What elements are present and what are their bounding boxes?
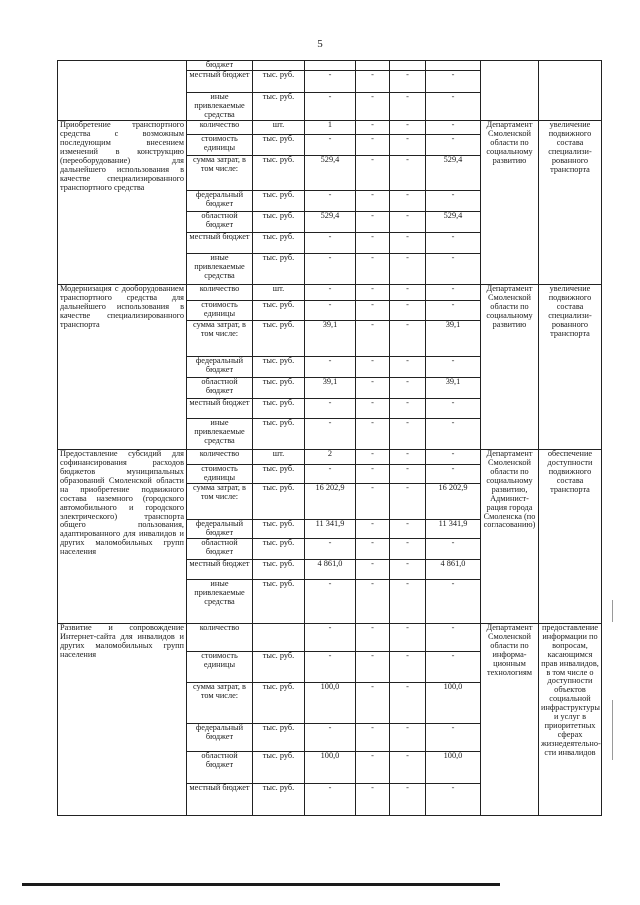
value-cell: - [305, 418, 356, 449]
value-cell: - [390, 398, 426, 418]
value-cell: - [426, 284, 481, 300]
value-cell: - [356, 783, 390, 815]
value-cell: - [426, 398, 481, 418]
value-cell: - [390, 623, 426, 651]
indicator-cell: областной бюджет [187, 751, 253, 783]
value-cell: - [356, 155, 390, 190]
indicator-cell: стоимость единицы [187, 464, 253, 483]
value-cell: - [356, 211, 390, 232]
value-cell: - [305, 356, 356, 377]
value-cell: - [305, 190, 356, 211]
indicator-cell: стоимость единицы [187, 651, 253, 682]
value-cell: - [426, 134, 481, 155]
indicator-cell: количество [187, 623, 253, 651]
value-cell: - [356, 232, 390, 253]
value-cell: - [390, 155, 426, 190]
value-cell: - [426, 71, 481, 93]
value-cell [390, 61, 426, 71]
unit-cell: тыс. руб. [253, 398, 305, 418]
scan-mark [612, 600, 613, 622]
indicator-cell: местный бюджет [187, 232, 253, 253]
value-cell: - [305, 783, 356, 815]
unit-cell: тыс. руб. [253, 651, 305, 682]
value-cell: - [356, 356, 390, 377]
value-cell: - [390, 134, 426, 155]
indicator-cell: сумма затрат, в том числе: [187, 682, 253, 723]
indicator-cell: иные привлекаемые средства [187, 418, 253, 449]
value-cell: - [356, 134, 390, 155]
result-cell: обеспечение доступности подвижного состава транспорта [539, 449, 602, 623]
value-cell: - [390, 579, 426, 623]
value-cell: - [390, 651, 426, 682]
indicator-cell: областной бюджет [187, 538, 253, 559]
value-cell: - [390, 232, 426, 253]
value-cell: - [305, 723, 356, 751]
unit-cell: тыс. руб. [253, 519, 305, 538]
value-cell: - [356, 623, 390, 651]
responsible-cell: Департамент Смоленской области по социальному развитию [481, 284, 539, 449]
unit-cell: тыс. руб. [253, 320, 305, 356]
value-cell: - [305, 71, 356, 93]
unit-cell: тыс. руб. [253, 418, 305, 449]
indicator-cell: количество [187, 449, 253, 464]
unit-cell [253, 623, 305, 651]
value-cell: 11 341,9 [426, 519, 481, 538]
value-cell: - [390, 93, 426, 121]
value-cell: - [426, 623, 481, 651]
value-cell: - [390, 120, 426, 134]
value-cell: - [390, 751, 426, 783]
unit-cell: тыс. руб. [253, 483, 305, 519]
page-number: 5 [317, 38, 323, 50]
indicator-cell: местный бюджет [187, 783, 253, 815]
unit-cell [253, 61, 305, 71]
unit-cell: тыс. руб. [253, 134, 305, 155]
indicator-cell: федеральный бюджет [187, 519, 253, 538]
empty-cell [539, 61, 602, 121]
activity-description: Приобретение транспортного средства с возможным последующим внесением изменений в конструкцию (переоборудование) для дальнейшего использования в качестве специализированного транспортного средства [58, 120, 187, 284]
value-cell: 39,1 [305, 377, 356, 398]
unit-cell: шт. [253, 120, 305, 134]
table-row [58, 284, 602, 300]
value-cell [356, 61, 390, 71]
value-cell: - [356, 751, 390, 783]
value-cell: - [356, 723, 390, 751]
value-cell: - [426, 651, 481, 682]
unit-cell: тыс. руб. [253, 190, 305, 211]
value-cell: - [390, 190, 426, 211]
value-cell: - [356, 483, 390, 519]
unit-cell: тыс. руб. [253, 211, 305, 232]
table-row [58, 623, 602, 651]
unit-cell: тыс. руб. [253, 723, 305, 751]
indicator-cell: федеральный бюджет [187, 356, 253, 377]
unit-cell: тыс. руб. [253, 464, 305, 483]
unit-cell: тыс. руб. [253, 538, 305, 559]
indicator-cell: федеральный бюджет [187, 190, 253, 211]
activity-description: Развитие и сопровождение Интернет-сайта для инвалидов и других маломобильных групп населения [58, 623, 187, 815]
indicator-cell: местный бюджет [187, 398, 253, 418]
table-row [58, 120, 602, 134]
value-cell: - [356, 651, 390, 682]
value-cell: - [356, 398, 390, 418]
result-cell: предоставление информации по вопросам, касающимся прав инвалидов, в том числе о доступности объектов социальной инфраструктуры и услуг в приоритетных сферах жизнедеятельно-сти инвалидов [539, 623, 602, 815]
value-cell: - [356, 284, 390, 300]
value-cell: - [390, 464, 426, 483]
indicator-cell: стоимость единицы [187, 300, 253, 320]
value-cell: - [356, 71, 390, 93]
responsible-cell: Департамент Смоленской области по информа-ционным технологиям [481, 623, 539, 815]
value-cell: 529,4 [426, 211, 481, 232]
unit-cell: тыс. руб. [253, 253, 305, 284]
value-cell: - [390, 783, 426, 815]
value-cell: - [390, 300, 426, 320]
value-cell: - [390, 559, 426, 579]
unit-cell: тыс. руб. [253, 155, 305, 190]
value-cell: - [390, 377, 426, 398]
value-cell: - [356, 579, 390, 623]
value-cell: 100,0 [426, 682, 481, 723]
value-cell: - [305, 464, 356, 483]
value-cell: - [356, 377, 390, 398]
indicator-cell: стоимость единицы [187, 134, 253, 155]
value-cell: - [426, 783, 481, 815]
value-cell: - [356, 300, 390, 320]
scan-mark [612, 700, 613, 760]
unit-cell: тыс. руб. [253, 300, 305, 320]
value-cell: - [356, 93, 390, 121]
value-cell: - [356, 559, 390, 579]
unit-cell: тыс. руб. [253, 377, 305, 398]
unit-cell: тыс. руб. [253, 579, 305, 623]
value-cell: - [356, 253, 390, 284]
unit-cell: шт. [253, 284, 305, 300]
value-cell: - [390, 284, 426, 300]
value-cell: - [390, 320, 426, 356]
value-cell: 529,4 [426, 155, 481, 190]
value-cell: - [356, 538, 390, 559]
unit-cell: тыс. руб. [253, 232, 305, 253]
value-cell: - [426, 449, 481, 464]
program-activities-table [57, 60, 602, 816]
value-cell: - [390, 449, 426, 464]
value-cell: - [426, 356, 481, 377]
value-cell: 2 [305, 449, 356, 464]
indicator-cell: количество [187, 120, 253, 134]
value-cell: 11 341,9 [305, 519, 356, 538]
indicator-cell: сумма затрат, в том числе: [187, 320, 253, 356]
value-cell: - [426, 232, 481, 253]
value-cell: - [426, 253, 481, 284]
value-cell: - [390, 253, 426, 284]
value-cell: - [390, 356, 426, 377]
value-cell: 100,0 [305, 682, 356, 723]
value-cell: - [305, 284, 356, 300]
indicator-cell: количество [187, 284, 253, 300]
value-cell: - [356, 519, 390, 538]
value-cell: - [305, 398, 356, 418]
indicator-cell: областной бюджет [187, 211, 253, 232]
value-cell: 529,4 [305, 155, 356, 190]
value-cell: - [305, 134, 356, 155]
unit-cell: тыс. руб. [253, 751, 305, 783]
responsible-cell: Департамент Смоленской области по социальному развитию, Админист-рация города Смоленска (по согласованию) [481, 449, 539, 623]
indicator-cell: местный бюджет [187, 71, 253, 93]
value-cell: - [390, 483, 426, 519]
value-cell: - [305, 253, 356, 284]
value-cell: - [390, 519, 426, 538]
result-cell: увеличение подвижного состава специализи-рованного транспорта [539, 284, 602, 449]
result-cell: увеличение подвижного состава специализи-рованного транспорта [539, 120, 602, 284]
value-cell: - [356, 120, 390, 134]
value-cell: - [390, 682, 426, 723]
indicator-cell: федеральный бюджет [187, 723, 253, 751]
value-cell: - [305, 623, 356, 651]
value-cell: - [305, 93, 356, 121]
value-cell: - [426, 538, 481, 559]
value-cell: - [305, 651, 356, 682]
value-cell: - [356, 190, 390, 211]
unit-cell: тыс. руб. [253, 356, 305, 377]
value-cell: 39,1 [426, 377, 481, 398]
value-cell: - [426, 418, 481, 449]
indicator-cell: местный бюджет [187, 559, 253, 579]
table-row [58, 61, 602, 71]
indicator-cell: бюджет [187, 61, 253, 71]
value-cell: 16 202,9 [426, 483, 481, 519]
value-cell: - [426, 300, 481, 320]
value-cell: - [390, 211, 426, 232]
value-cell: - [426, 723, 481, 751]
value-cell: - [426, 464, 481, 483]
unit-cell: шт. [253, 449, 305, 464]
value-cell: - [426, 190, 481, 211]
value-cell: - [390, 71, 426, 93]
table-row [58, 449, 602, 464]
value-cell: - [356, 449, 390, 464]
responsible-cell: Департамент Смоленской области по социальному развитию [481, 120, 539, 284]
unit-cell: тыс. руб. [253, 71, 305, 93]
activity-description: Предоставление субсидий для софинансирования расходов бюджетов муниципальных образований Смоленской области на приобретение подвижного состава наземного (городского автомобильного и городского электрического) транспорта общего пользования, адаптированного для инвалидов и других маломобильных групп населения [58, 449, 187, 623]
value-cell [426, 61, 481, 71]
indicator-cell: иные привлекаемые средства [187, 93, 253, 121]
value-cell: - [305, 300, 356, 320]
value-cell: 100,0 [305, 751, 356, 783]
value-cell [305, 61, 356, 71]
value-cell: - [390, 538, 426, 559]
value-cell: - [426, 93, 481, 121]
unit-cell: тыс. руб. [253, 682, 305, 723]
indicator-cell: областной бюджет [187, 377, 253, 398]
value-cell: 39,1 [426, 320, 481, 356]
value-cell: 39,1 [305, 320, 356, 356]
value-cell: - [356, 320, 390, 356]
empty-cell [481, 61, 539, 121]
value-cell: - [390, 418, 426, 449]
value-cell: - [305, 538, 356, 559]
value-cell: - [305, 232, 356, 253]
unit-cell: тыс. руб. [253, 783, 305, 815]
indicator-cell: сумма затрат, в том числе: [187, 483, 253, 519]
unit-cell: тыс. руб. [253, 559, 305, 579]
value-cell: 16 202,9 [305, 483, 356, 519]
value-cell: - [426, 579, 481, 623]
value-cell: 1 [305, 120, 356, 134]
empty-cell [58, 61, 187, 121]
value-cell: 100,0 [426, 751, 481, 783]
value-cell: 4 861,0 [305, 559, 356, 579]
indicator-cell: сумма затрат, в том числе: [187, 155, 253, 190]
value-cell: - [356, 464, 390, 483]
value-cell: - [426, 120, 481, 134]
indicator-cell: иные привлекаемые средства [187, 253, 253, 284]
unit-cell: тыс. руб. [253, 93, 305, 121]
value-cell: - [356, 682, 390, 723]
value-cell: 529,4 [305, 211, 356, 232]
value-cell: - [356, 418, 390, 449]
indicator-cell: иные привлекаемые средства [187, 579, 253, 623]
value-cell: - [305, 579, 356, 623]
value-cell: - [390, 723, 426, 751]
bottom-rule [22, 883, 500, 886]
activity-description: Модернизация с дооборудованием транспортного средства для дальнейшего использования в качестве специализированного транспорта [58, 284, 187, 449]
value-cell: 4 861,0 [426, 559, 481, 579]
